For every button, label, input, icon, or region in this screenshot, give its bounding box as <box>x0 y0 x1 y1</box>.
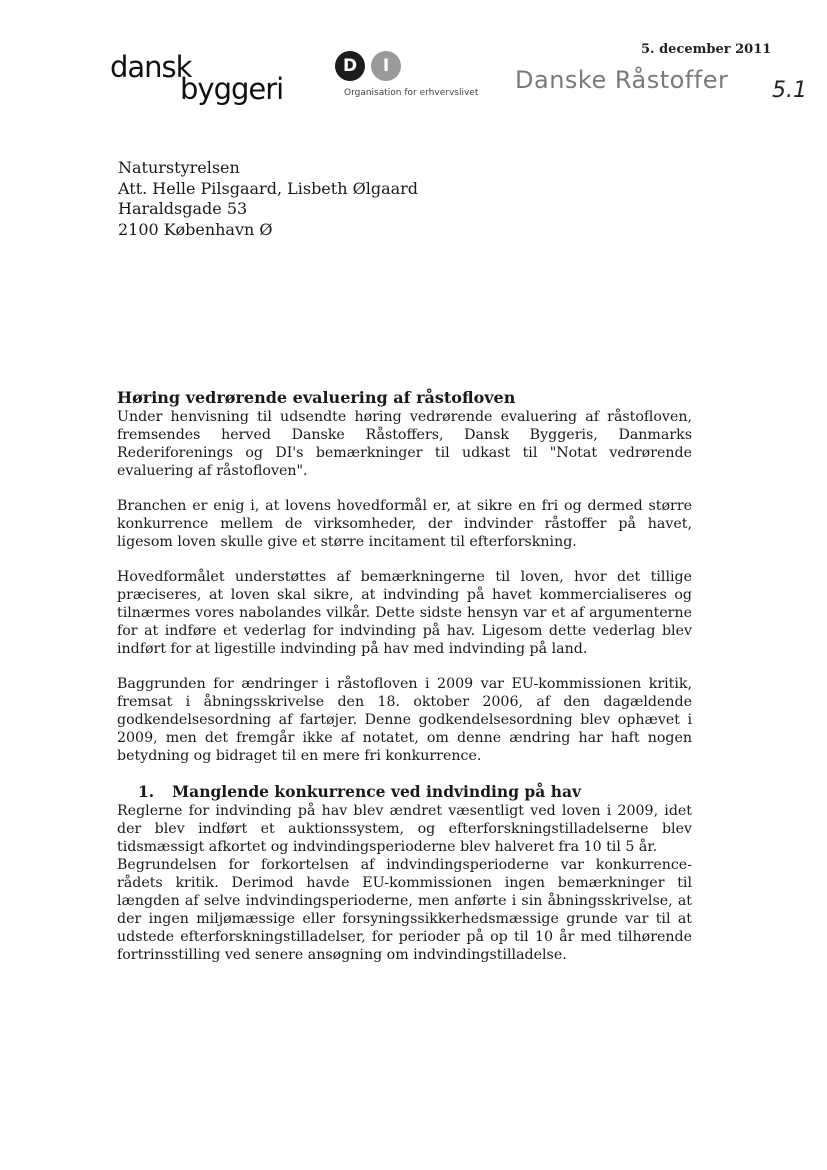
letter-date: 5. december 2011 <box>641 42 772 57</box>
body-paragraph: Hovedformålet understøttes af bemærkningerne til loven, hvor det tillige præciseres, at loven skal sikre, at indvinding på havet kommercialiseres og tilnærmes vores nabolandes vilkår. Dette sidste hensyn var et af argumenterne for at indføre et vederlag for indvinding på hav. Ligesom dette vederlag blev indført for at ligestille indvinding på hav med indvinding på land. <box>117 569 692 657</box>
address-line: Att. Helle Pilsgaard, Lisbeth Ølgaard <box>118 178 419 198</box>
letter-title: Høring vedrørende evaluering af råstofloven <box>117 388 516 407</box>
body-paragraph: Branchen er enig i, at lovens hovedformål er, at sikre en fri og dermed større konkurrence mellem de virksomheder, der indvinder råstoffer på havet, ligesom loven skulle give et større incitament til efterforskning. <box>117 498 692 550</box>
di-tagline: Organisation for erhvervslivet <box>344 88 479 98</box>
section-paragraph: Begrundelsen for forkortelsen af indvindingsperioderne var konkurrence-rådets kritik. Derimod havde EU-kommissionen ingen bemærkninger til længden af selve indvindingsperioderne, men anførte i sin åbningsskrivelse, at der ingen miljømæssige eller forsyningssikkerhedsmæssige grunde var til at udstede efterforskningstilladelser, for perioder på op til 10 år med tilhørende fortrinsstilling ved senere ansøgning om indvindingstilladelse. <box>117 857 692 963</box>
body-paragraph: Baggrunden for ændringer i råstofloven i 2009 var EU-kommissionen kritik, fremsat i åbningsskrivelse den 18. oktober 2006, af den dagældende godkendelsesordning af fartøjer. Denne godkendelsesordning blev ophævet i 2009, men det fremgår ikke af notatet, om denne ændring har haft nogen betydning og bidraget til en mere fri konkurrence. <box>117 676 692 764</box>
recipient-address <box>118 158 418 240</box>
section-paragraph: Reglerne for indvinding på hav blev ændret væsentligt ved loven i 2009, idet der blev indført et auktionssystem, og efterforskningstilladelserne blev tidsmæssigt afkortet og indvindingsperioderne blev halveret fra 10 til 5 år. <box>117 803 692 855</box>
section-title: Manglende konkurrence ved indvinding på hav <box>172 782 582 801</box>
di-logo-d: D <box>335 51 365 81</box>
dansk-byggeri-logo-byggeri: byggeri <box>180 72 284 106</box>
danske-raastoffer-logo: Danske Råstoffer <box>515 66 729 94</box>
section-number: 1. <box>138 782 155 801</box>
body-paragraph: Under henvisning til udsendte høring vedrørende evaluering af råstofloven, fremsendes herved Danske Råstoffers, Dansk Byggeris, Danmarks Rederiforenings og DI's bemærkninger til udkast til "Notat vedrørende evaluering af råstofloven". <box>117 409 692 479</box>
di-logo-i: I <box>371 51 401 81</box>
handwritten-note: 5.1 <box>772 78 807 103</box>
address-line: Naturstyrelsen <box>118 158 240 177</box>
address-line: 2100 København Ø <box>118 219 273 239</box>
section-heading <box>117 782 692 802</box>
dansk-byggeri-logo-dansk: dansk <box>110 50 192 84</box>
address-line: Haraldsgade 53 <box>118 199 248 218</box>
letter-body <box>117 388 692 964</box>
